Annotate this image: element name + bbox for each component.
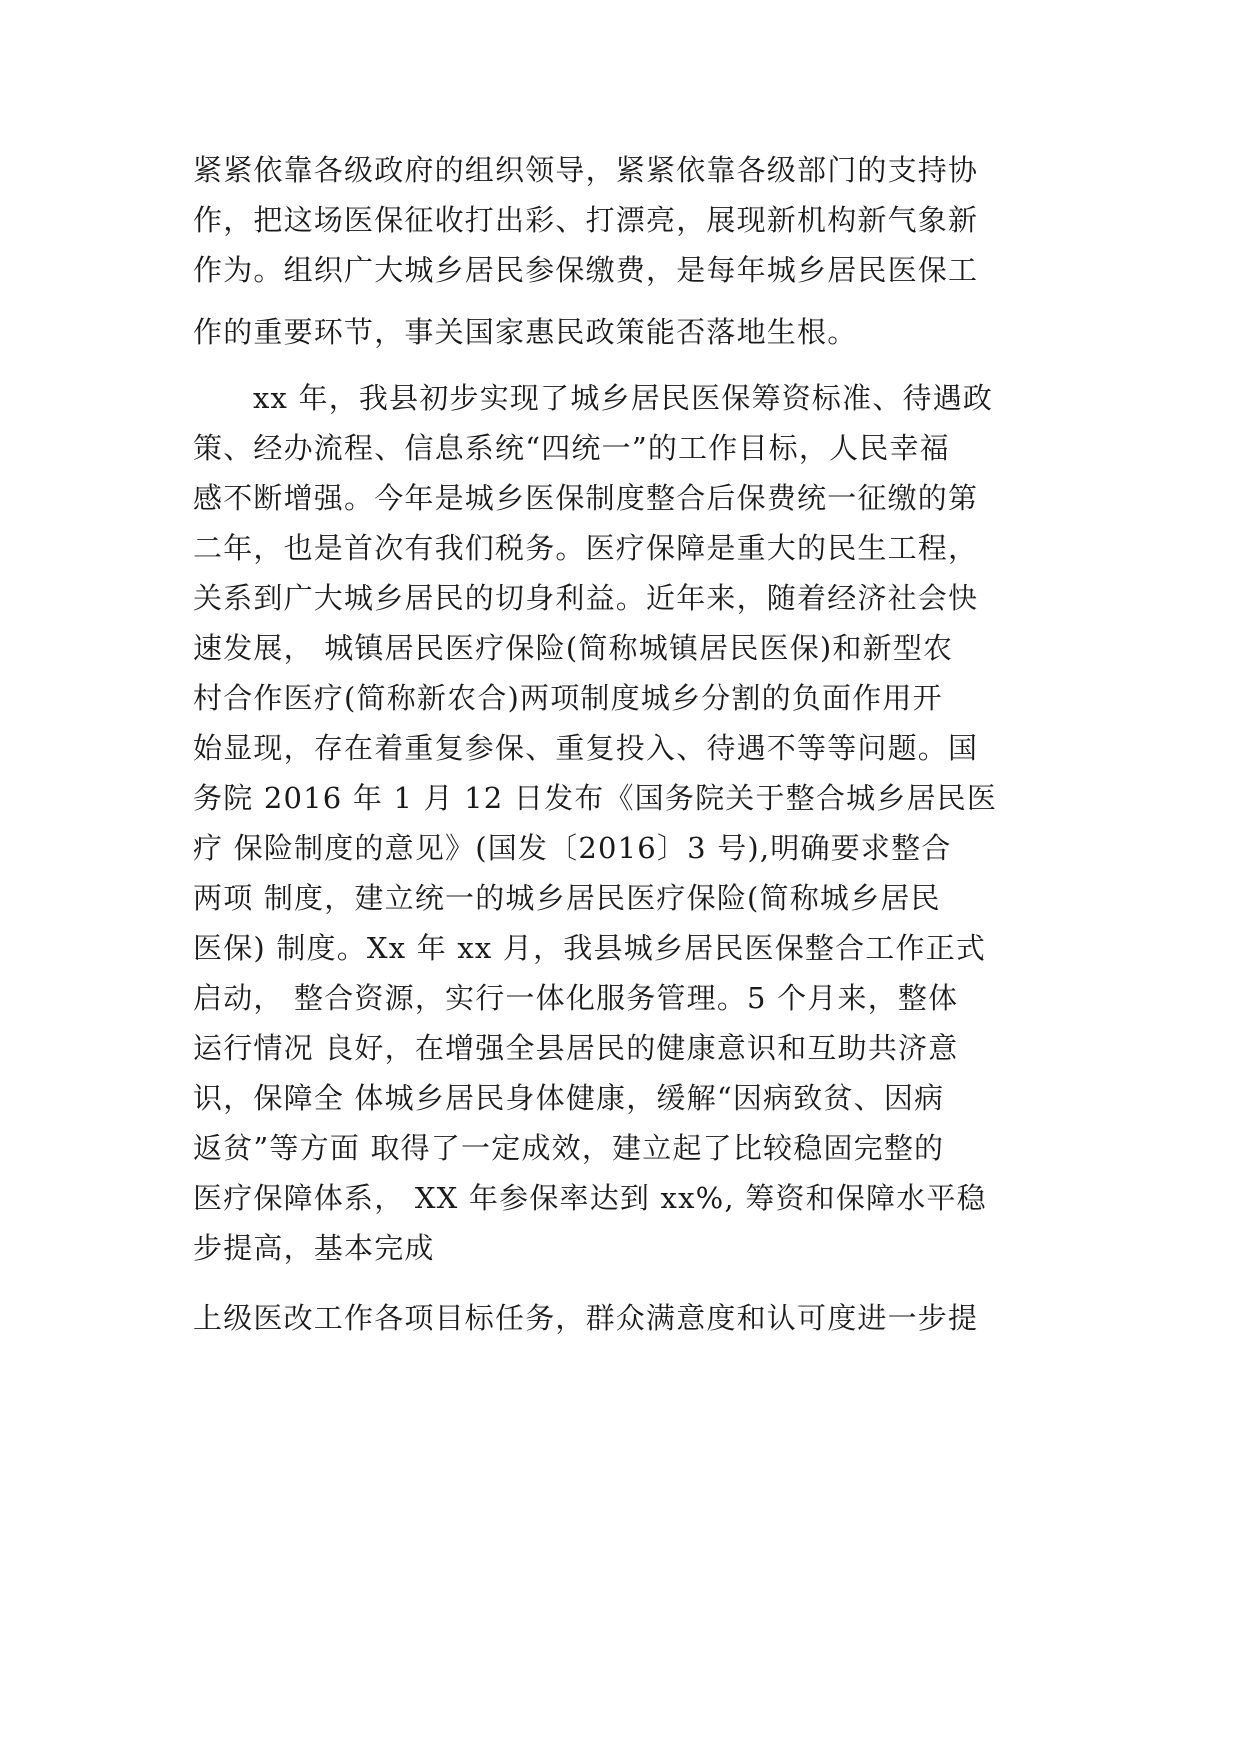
text-line: 策、经办流程、信息系统“四统一”的工作目标，人民幸福 bbox=[193, 431, 950, 465]
text-line: 返贫”等方面 取得了一定成效，建立起了比较稳固完整的 bbox=[193, 1131, 945, 1165]
text-line: 两项 制度，建立统一的城乡居民医疗保险(简称城乡居民 bbox=[193, 881, 941, 915]
text-line: 始显现，存在着重复参保、重复投入、待遇不等等问题。国 bbox=[193, 731, 979, 765]
text-line: 启动， 整合资源，实行一体化服务管理。5 个月来，整体 bbox=[193, 981, 959, 1015]
text-line: 医保) 制度。Xx 年 xx 月，我县城乡居民医保整合工作正式 bbox=[193, 931, 987, 965]
text-line: 感不断增强。今年是城乡医保制度整合后保费统一征缴的第 bbox=[193, 481, 979, 515]
text-line: 医疗保障体系， XX 年参保率达到 xx%, 筹资和保障水平稳 bbox=[193, 1181, 987, 1215]
text-line: 关系到广大城乡居民的切身利益。近年来，随着经济社会快 bbox=[193, 581, 979, 615]
text-line: 疗 保险制度的意见》(国发〔2016〕3 号),明确要求整合 bbox=[193, 831, 952, 865]
text-line: 村合作医疗(简称新农合)两项制度城乡分割的负面作用开 bbox=[193, 681, 943, 715]
text-line: 速发展， 城镇居民医疗保险(简称城镇居民医保)和新型农 bbox=[193, 631, 954, 665]
text-line: 二年，也是首次有我们税务。医疗保障是重大的民生工程， bbox=[193, 531, 979, 565]
text-line: 作的重要环节，事关国家惠民政策能否落地生根。 bbox=[193, 315, 858, 349]
text-line: 作为。组织广大城乡居民参保缴费，是每年城乡居民医保工 bbox=[193, 253, 979, 287]
text-line: 运行情况 良好，在增强全县居民的健康意识和互助共济意 bbox=[193, 1031, 959, 1065]
text-line: 上级医改工作各项目标任务，群众满意度和认可度进一步提 bbox=[193, 1301, 979, 1335]
text-line: 步提高，基本完成 bbox=[193, 1231, 435, 1265]
text-line: 紧紧依靠各级政府的组织领导，紧紧依靠各级部门的支持协 bbox=[193, 153, 979, 187]
text-line: xx 年，我县初步实现了城乡居民医保筹资标准、待遇政 bbox=[253, 381, 994, 415]
text-line: 识，保障全 体城乡居民身体健康，缓解“因病致贫、因病 bbox=[193, 1081, 945, 1115]
text-line: 务院 2016 年 1 月 12 日发布《国务院关于整合城乡居民医 bbox=[193, 781, 998, 815]
text-line: 作，把这场医保征收打出彩、打漂亮，展现新机构新气象新 bbox=[193, 203, 979, 237]
